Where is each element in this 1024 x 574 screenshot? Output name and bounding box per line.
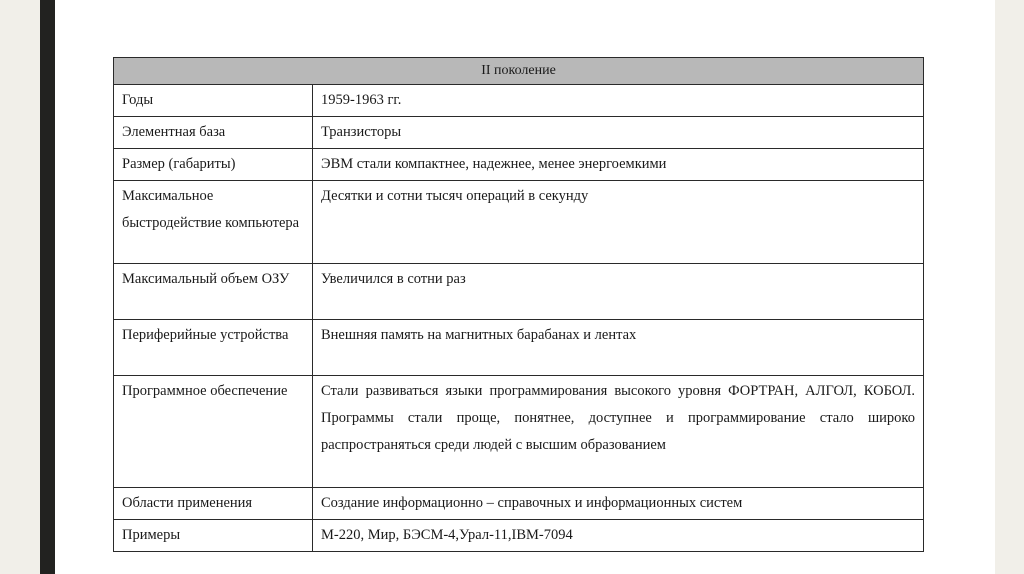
row-value: Увеличился в сотни раз [313,264,924,320]
row-label: Максимальное быстродействие компьютера [114,181,313,264]
row-value: Транзисторы [313,117,924,149]
table-title: II поколение [114,58,924,85]
generation-table [113,57,924,552]
row-value: Создание информационно – справочных и информационных систем [313,488,924,520]
table-row [114,488,924,520]
generation-table-container [113,57,923,552]
row-label: Элементная база [114,117,313,149]
row-value: Стали развиваться языки программирования высокого уровня ФОРТРАН, АЛГОЛ, КОБОЛ. Программы стали проще, понятнее, доступнее и программирование стало широко распространяться среди людей с высшим образованием [313,376,924,488]
table-row [114,520,924,552]
row-value: Десятки и сотни тысяч операций в секунду [313,181,924,264]
row-label: Примеры [114,520,313,552]
row-label: Периферийные устройства [114,320,313,376]
row-label: Размер (габариты) [114,149,313,181]
table-row [114,264,924,320]
row-label: Годы [114,85,313,117]
slide-left-accent-bar [40,0,55,574]
row-label: Программное обеспечение [114,376,313,488]
table-row [114,376,924,488]
table-row [114,149,924,181]
table-row [114,181,924,264]
row-value: 1959-1963 гг. [313,85,924,117]
row-label: Области применения [114,488,313,520]
table-row [114,85,924,117]
table-row [114,117,924,149]
row-label: Максимальный объем ОЗУ [114,264,313,320]
row-value: ЭВМ стали компактнее, надежнее, менее энергоемкими [313,149,924,181]
row-value: Внешняя память на магнитных барабанах и лентах [313,320,924,376]
table-row [114,320,924,376]
row-value: М-220, Мир, БЭСМ-4,Урал-11,IBM-7094 [313,520,924,552]
table-header-row [114,58,924,85]
